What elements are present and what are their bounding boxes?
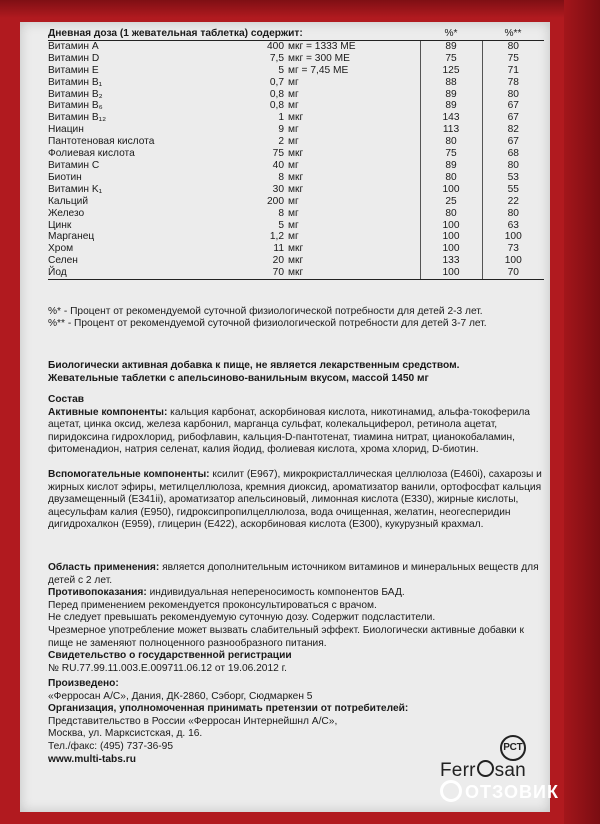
nutrient-unit: мкг [288,255,304,267]
percent-3-7: 67 [482,100,544,112]
ferrosan-logo [440,760,526,782]
percent-3-7: 100 [482,255,544,267]
box-top-edge [0,0,600,18]
percent-2-3: 100 [420,220,482,232]
nutrient-name: Хром [48,243,74,255]
percent-2-3: 100 [420,267,482,279]
nutrient-name: Биотин [48,171,82,183]
percent-2-3: 25 [420,196,482,208]
table-row [48,231,544,243]
nutrient-amount: 5 [278,219,284,231]
nutrient-unit: мг [288,231,299,243]
nutrient-name: Витамин B₂ [48,88,103,100]
org-line-1: Представительство в России «Ферросан Интернейшнл А/С», [48,715,338,727]
area-text: является дополнительным источником витаминов и минеральных веществ для детей с 2 лет. [48,562,539,586]
nutrient-name: Кальций [48,195,89,207]
table-row [48,160,544,172]
watermark-text: ОТЗОВИК [465,782,559,802]
percent-3-7: 71 [482,65,544,77]
table-header [48,28,544,40]
nutrient-unit: мг [288,76,299,88]
nutrient-name: Витамин E [48,64,99,76]
otzovik-watermark [440,780,559,803]
nutrient-unit: мкг [288,112,304,124]
percent-3-7: 70 [482,267,544,279]
nutrient-name: Селен [48,255,78,267]
table-row [48,136,544,148]
col-header-1: %* [420,28,482,40]
nutrient-amount: 0,8 [269,88,284,100]
logo-part-1: Ferr [440,760,476,781]
percent-3-7: 55 [482,184,544,196]
nutrient-unit: мкг [288,171,304,183]
nutrient-unit: мг [288,124,299,136]
table-row [48,243,544,255]
percent-2-3: 133 [420,255,482,267]
nutrient-amount: 75 [272,148,284,160]
percent-3-7: 67 [482,136,544,148]
percent-3-7: 80 [482,89,544,101]
producer-text: «Ферросан А/С», Дания, ДК-2860, Сэборг, Сюдмаркен 5 [48,690,313,702]
nutrient-name: Железо [48,207,85,219]
nutrient-unit: мкг [288,183,304,195]
usage-block [48,562,544,675]
percent-3-7: 80 [482,160,544,172]
active-label: Активные компоненты: [48,406,168,418]
nutrient-amount: 1 [278,112,284,124]
aux-label: Вспомогательные компоненты: [48,468,210,480]
percent-2-3: 80 [420,136,482,148]
nutrient-amount: 8 [278,171,284,183]
percent-3-7: 67 [482,112,544,124]
nutrient-amount: 2 [278,136,284,148]
nutrient-amount: 0,7 [269,76,284,88]
nutrient-name: Фолиевая кислота [48,148,135,160]
percent-3-7: 80 [482,208,544,220]
nutrition-table [48,28,544,280]
nutrient-name: Витамин B₆ [48,100,103,112]
percent-3-7: 68 [482,148,544,160]
cert-label: Свидетельство о государственной регистрации [48,650,292,662]
nutrient-amount: 0,8 [269,100,284,112]
nutrient-unit: мг [288,195,299,207]
percent-2-3: 80 [420,172,482,184]
table-row [48,172,544,184]
nutrient-unit: мг [288,219,299,231]
warning-1: Перед применением рекомендуется проконсультироваться с врачом. [48,599,377,611]
contra-text: индивидуальная непереносимость компонентов БАД. [146,587,405,599]
percent-2-3: 80 [420,208,482,220]
nutrient-unit: мкг [288,243,304,255]
usage-contra [48,587,544,600]
nutrient-unit: мг [288,136,299,148]
nutrient-name: Йод [48,267,224,279]
nutrient-amount: 7,5 [269,52,284,64]
usage-area [48,562,544,587]
nutrient-amount: 30 [272,183,284,195]
nutrient-name: Ниацин [48,124,84,136]
table-row [48,89,544,101]
percent-2-3: 89 [420,160,482,172]
percent-3-7: 75 [482,53,544,65]
nutrient-unit: мг [288,207,299,219]
percent-2-3: 89 [420,100,482,112]
contra-label: Противопоказания: [48,587,147,599]
nutrient-unit: мкг = 1333 МЕ [288,40,356,52]
nutrient-name: Витамин С [48,159,100,171]
aux-text: ксилит (E967), микрокристаллическая целлюлоза (E460i), сахарозы и жирных кислот эфиры, метилцеллюлоза, кремния диоксид, ароматизатор ванили, ортофосфат кальция двузамещенный (E341ii), ароматизатор апельсиновый, лимонная кислота (E330), жирные кислоты, ацесульфам калия (E950), гидроксипропилцеллюлоза, вода очищенная, желатин, неогесперидин дигидрохалкон (E959), глицерин (E422), аскорбиновая кислота (E300), кукурузный крахмал. [48,468,542,531]
nutrient-name: Витамин K₁ [48,183,103,195]
nutrition-rows [48,40,544,279]
table-row [48,124,544,136]
table-row [48,196,544,208]
nutrient-unit: мг [288,159,299,171]
percent-2-3: 89 [420,40,482,52]
percent-3-7: 100 [482,231,544,243]
aux-components [48,469,544,532]
table-row [48,53,544,65]
nutrient-unit: мкг [288,148,304,160]
active-text: кальция карбонат, аскорбиновая кислота, никотинамид, альфа-токоферила ацетат, цинка оксид, железа карбонил, марганца сульфат, колекальциферол, ретинола ацетат, пиридоксина гидрохлорид, рибофлавин, кальция-D-пантотенат, тиамина нитрат, цианокобаламин, фитоменадион, натрия селенат, калия йодид, фолиевая кислота, хрома хлорид, D-биотин. [48,406,530,456]
nutrient-name: Витамин D [48,52,100,64]
logo-part-2: san [494,760,526,781]
nutrient-name: Марганец [48,231,95,243]
percent-2-3: 100 [420,243,482,255]
nutrient-amount: 400 [267,40,284,52]
table-header-label: Дневная доза (1 жевательная таблетка) содержит: [48,28,420,40]
org-line-2: Москва, ул. Марксистская, д. 16. [48,728,203,740]
table-row [48,65,544,77]
nutrient-name: Пантотеновая кислота [48,136,155,148]
nutrient-name: Витамин А [48,40,99,52]
composition-title: Состав [48,394,85,405]
nutrient-name: Витамин B₁ [48,76,103,88]
producer-block [48,678,544,766]
percent-3-7: 22 [482,196,544,208]
nutrient-amount: 8 [278,207,284,219]
percent-3-7: 73 [482,243,544,255]
intro-line-1: Биологически активная добавка к пище, не является лекарственным средством. [48,360,460,371]
website: www.multi-tabs.ru [48,753,136,765]
nutrient-name: Цинк [48,219,72,231]
table-row [48,255,544,267]
table-row [48,208,544,220]
warning-3: Чрезмерное употребление может вызвать слабительный эффект. Биологически активные добавки к пище не заменяют полноценного разнообразного питания. [48,624,524,649]
nutrient-amount: 9 [278,124,284,136]
table-row [48,267,544,279]
rst-mark-icon: РСТ [500,735,526,761]
nutrient-amount: 40 [272,159,284,171]
percent-2-3: 100 [420,231,482,243]
active-components [48,407,544,457]
nutrient-name: Витамин B₁₂ [48,112,107,124]
footnotes [48,306,544,331]
nutrient-unit: мг = 7,45 МЕ [288,64,349,76]
nutrient-unit: мкг [288,267,420,279]
nutrient-amount: 5 [278,64,284,76]
percent-2-3: 75 [420,148,482,160]
area-label: Область применения: [48,562,160,573]
table-row [48,100,544,112]
percent-2-3: 88 [420,77,482,89]
box-side-edge [564,0,600,824]
table-row [48,40,544,52]
nutrient-amount: 1,2 [269,231,284,243]
table-row [48,148,544,160]
percent-2-3: 100 [420,184,482,196]
intro-line-2: Жевательные таблетки с апельсиново-ванильным вкусом, массой 1450 мг [48,372,429,384]
logo-o-icon [477,760,494,777]
percent-2-3: 89 [420,89,482,101]
table-row [48,220,544,232]
percent-3-7: 82 [482,124,544,136]
percent-2-3: 113 [420,124,482,136]
nutrient-unit: мг [288,88,299,100]
percent-2-3: 75 [420,53,482,65]
phone: Тел./факс: (495) 737-36-95 [48,740,174,752]
footnote-2: %** - Процент от рекомендуемой суточной физиологической потребности для детей 3-7 лет. [48,318,487,330]
col-header-2: %** [482,28,544,40]
warning-2: Не следует превышать рекомендуемую суточную дозу. Содержит подсластители. [48,612,436,624]
percent-3-7: 80 [482,40,544,52]
composition-block [48,394,544,532]
percent-3-7: 63 [482,220,544,232]
percent-3-7: 78 [482,77,544,89]
table-row [48,112,544,124]
nutrient-unit: мг [288,100,299,112]
percent-2-3: 143 [420,112,482,124]
label-panel [20,22,550,812]
org-label: Организация, уполномоченная принимать претензии от потребителей: [48,703,409,715]
otzovik-icon [440,780,462,802]
nutrient-amount: 11 [273,243,284,255]
nutrient-amount: 20 [272,255,284,267]
nutrient-amount: 200 [267,195,284,207]
percent-3-7: 53 [482,172,544,184]
table-row [48,77,544,89]
table-row [48,184,544,196]
footnote-1: %* - Процент от рекомендуемой суточной физиологической потребности для детей 2-3 лет. [48,306,483,317]
cert-number: № RU.77.99.11.003.Е.009711.06.12 от 19.06.2012 г. [48,662,287,674]
intro-block [48,360,544,385]
producer-label: Произведено: [48,678,119,689]
nutrient-unit: мкг = 300 МЕ [288,52,350,64]
nutrient-amount: 70 [224,267,288,279]
percent-2-3: 125 [420,65,482,77]
